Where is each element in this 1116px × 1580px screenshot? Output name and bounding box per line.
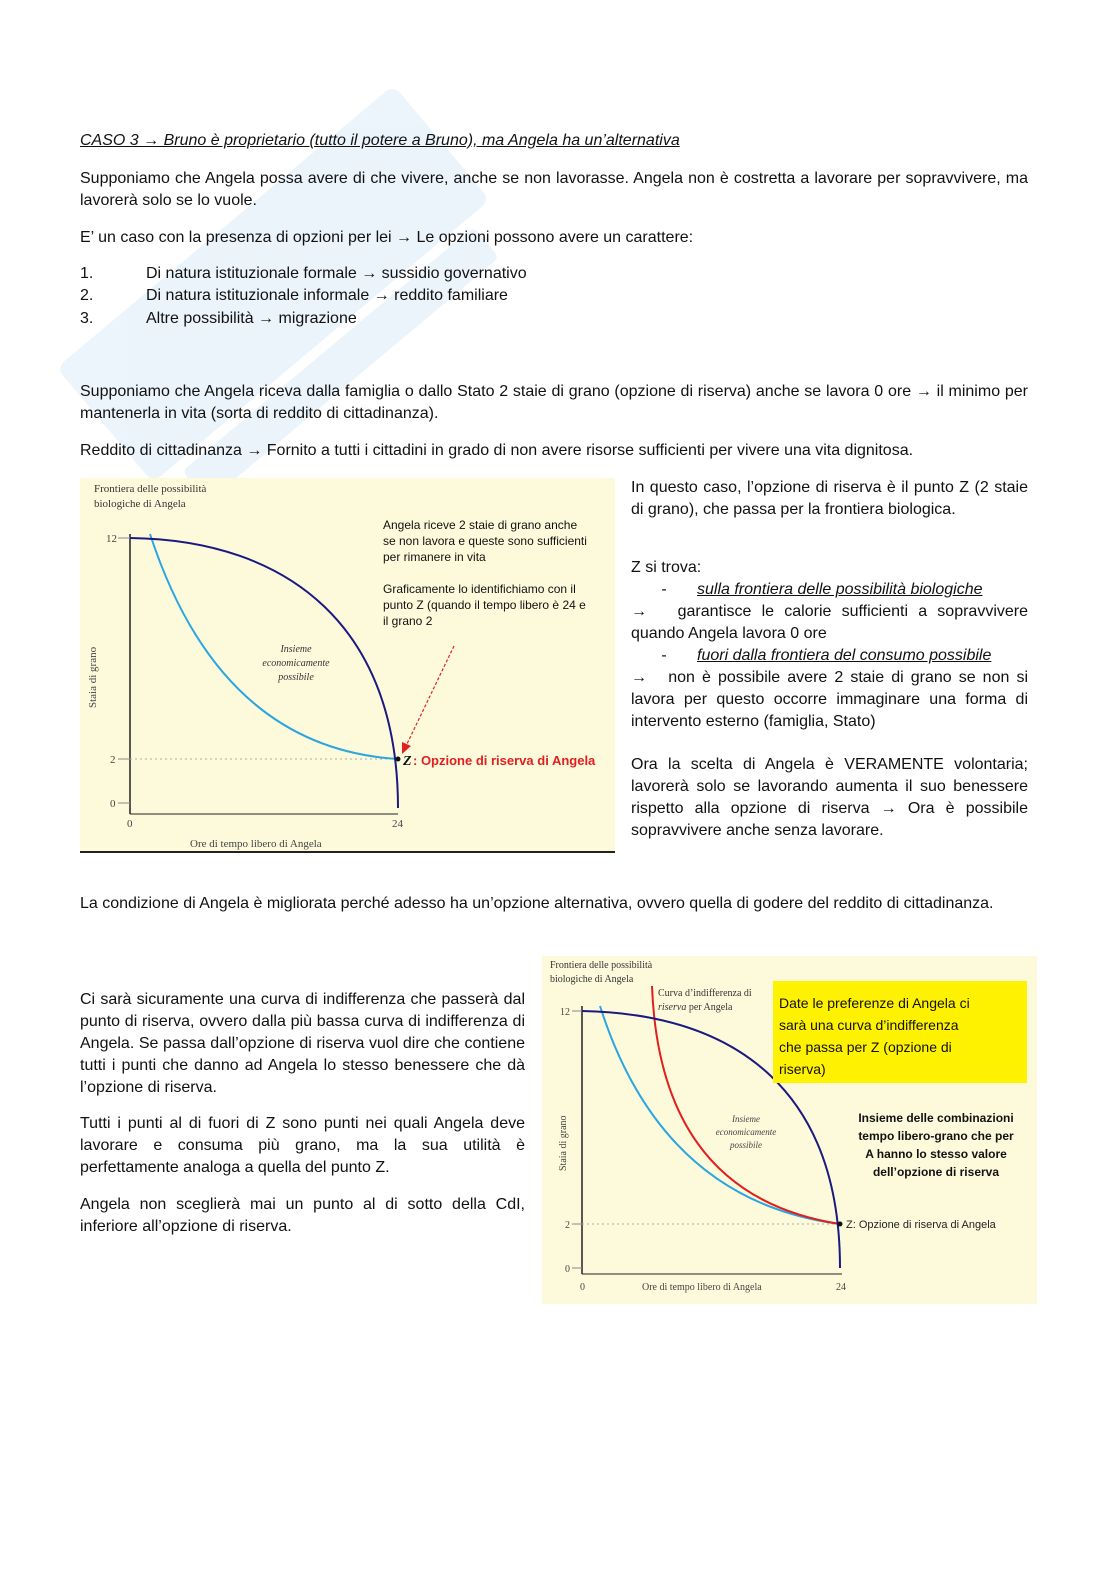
fig2-ytick-label: 0 xyxy=(565,1264,570,1275)
fig2-yellow-text: che passa per Z (opzione di xyxy=(779,1039,952,1055)
list-number: 3. xyxy=(80,310,94,327)
fig1-title-line1: Frontiera delle possibilità xyxy=(94,483,207,495)
figure-indifference-curve-chart xyxy=(542,956,1037,1304)
fig1-region-label: economicamente xyxy=(262,658,330,669)
fig2-title-line1: Frontiera delle possibilità xyxy=(550,960,653,971)
left-col-p1: Ci sarà sicuramente una curva di indifferenza che passerà dal punto di riserva, ovvero dalla più bassa curva di indifferenza di Angela. Se passa dall’opzione di riserva vuol dire che contiene tutti i punti che danno ad Angela lo stesso benessere che dà l’opzione di riserva. xyxy=(80,991,525,1096)
fig2-region-label: possibile xyxy=(729,1140,763,1150)
left-col-p2: Tutti i punti al di fuori di Z sono punti nei quali Angela deve lavorare e consuma più grano, ma la sua utilità è perfettamente analoga a quella del punto Z. xyxy=(80,1115,525,1176)
bullet-dash: - xyxy=(661,581,667,598)
right-col-p1: In questo caso, l’opzione di riserva è il punto Z (2 staie di grano), che passa per la frontiera biologica. xyxy=(631,479,1028,518)
fig2-ytick-label: 12 xyxy=(560,1007,570,1018)
fig2-yellow-text: sarà una curva d’indifferenza xyxy=(779,1017,959,1033)
fig1-x-axis-label: Ore di tempo libero di Angela xyxy=(190,838,322,850)
fig1-feasible-frontier xyxy=(150,534,398,759)
figure-reserve-option-chart xyxy=(80,478,615,853)
right-col-bullet1 xyxy=(631,579,1028,645)
fig1-note: Graficamente lo identifichiamo con il xyxy=(383,582,576,596)
right-col-bullet2 xyxy=(631,645,1028,733)
list-text: Di natura istituzionale informale → reddito familiare xyxy=(146,287,508,304)
fig2-curve-label-line2 xyxy=(658,1002,733,1013)
left-col-p3: Angela non sceglierà mai un punto al di sotto della CdI, inferiore all’opzione di riserva. xyxy=(80,1196,525,1235)
list-text: Altre possibilità → migrazione xyxy=(146,310,357,327)
bullet-arrow: → xyxy=(631,603,647,620)
fig1-note: per rimanere in vita xyxy=(383,550,486,564)
fig1-region-label: possibile xyxy=(278,672,314,683)
fig1-bottom-rule xyxy=(80,851,615,853)
fig2-yellow-text: riserva) xyxy=(779,1061,826,1077)
fig1-note: punto Z (quando il tempo libero è 24 e xyxy=(383,598,586,612)
paragraph-reserve-option: Supponiamo che Angela riceva dalla famiglia o dallo Stato 2 staie di grano (opzione di riserva) anche se lavora 0 ore → il minimo per mantenerla in vita (sorta di reddito di cittadinanza). xyxy=(80,383,1028,422)
fig2-curve-label-rest: per Angela xyxy=(686,1002,733,1013)
fig2-region-label: economicamente xyxy=(715,1127,777,1137)
bullet-arrow: → xyxy=(631,669,647,686)
fig1-ytick-label: 2 xyxy=(110,754,116,766)
fig2-xtick-label: 0 xyxy=(580,1282,585,1293)
list-number: 2. xyxy=(80,287,94,304)
fig2-yellow-text: Date le preferenze di Angela ci xyxy=(779,995,970,1011)
bullet-title: sulla frontiera delle possibilità biologiche xyxy=(697,581,983,598)
fig2-y-axis-label: Staia di grano xyxy=(558,1115,569,1171)
figure2-svg xyxy=(542,956,1037,1304)
fig2-z-label: Z: Opzione di riserva di Angela xyxy=(846,1219,996,1231)
fig1-note: Angela riceve 2 staie di grano anche xyxy=(383,518,578,532)
fig2-curve-label-italic: riserva xyxy=(658,1002,687,1013)
fig1-z-letter: Z xyxy=(403,754,412,769)
bullet-title: fuori dalla frontiera del consumo possibile xyxy=(697,647,992,664)
fig2-x-axis-label: Ore di tempo libero di Angela xyxy=(642,1282,762,1293)
paragraph-options: E’ un caso con la presenza di opzioni per lei → Le opzioni possono avere un carattere: xyxy=(80,229,694,246)
fig2-ytick-label: 2 xyxy=(565,1220,570,1231)
fig2-curve-label: Curva d’indifferenza di xyxy=(658,988,752,999)
fig2-bold-note: tempo libero-grano che per xyxy=(858,1129,1014,1143)
paragraph-basic-income: Reddito di cittadinanza → Fornito a tutti i cittadini in grado di non avere risorse sufficienti per vivere una vita dignitosa. xyxy=(80,442,914,459)
list-number: 1. xyxy=(80,265,94,282)
section-heading: CASO 3 → Bruno è proprietario (tutto il potere a Bruno), ma Angela ha un’alternativa xyxy=(80,132,680,149)
fig1-note: se non lavora e queste sono sufficienti xyxy=(383,534,587,548)
fig1-arrow xyxy=(406,646,454,746)
fig1-ytick-label: 12 xyxy=(106,533,117,545)
fig2-region-label: Insieme xyxy=(732,1114,760,1124)
right-col-p3: Ora la scelta di Angela è VERAMENTE volontaria; lavorerà solo se lavorando aumenta il suo benessere rispetto alla opzione di riserva → Ora è possibile sopravvivere anche senza lavorare. xyxy=(631,756,1028,839)
fig2-bold-note: Insieme delle combinazioni xyxy=(858,1111,1014,1125)
fig1-title-line2: biologiche di Angela xyxy=(94,498,186,510)
fig1-xtick-label: 24 xyxy=(392,818,403,830)
fig1-note: il grano 2 xyxy=(383,614,433,628)
fig1-region-label: Insieme xyxy=(280,644,312,655)
fig1-z-label: : Opzione di riserva di Angela xyxy=(413,753,596,768)
figure1-svg xyxy=(80,478,615,853)
fig2-z-point xyxy=(838,1222,843,1227)
fig1-arrowhead xyxy=(402,742,411,754)
bullet-text: garantisce le calorie sufficienti a sopravvivere quando Angela lavora 0 ore xyxy=(631,603,1028,642)
paragraph-improved-condition: La condizione di Angela è migliorata perché adesso ha un’opzione alternativa, ovvero quella di godere del reddito di cittadinanza. xyxy=(80,895,994,912)
fig2-bold-note: dell’opzione di riserva xyxy=(872,1165,1000,1179)
bullet-text: non è possibile avere 2 staie di grano se non si lavora per questo occorre immaginare una forma di intervento esterno (famiglia, Stato) xyxy=(631,669,1029,730)
fig1-biological-frontier xyxy=(130,538,398,808)
fig2-xtick-label: 24 xyxy=(836,1282,846,1293)
paragraph-intro: Supponiamo che Angela possa avere di che vivere, anche se non lavorasse. Angela non è costretta a lavorare per sopravvivere, ma lavorerà solo se lo vuole. xyxy=(80,170,1028,209)
bullet-dash: - xyxy=(661,647,667,664)
fig1-xtick-label: 0 xyxy=(127,818,133,830)
list-text: Di natura istituzionale formale → sussidio governativo xyxy=(146,265,527,282)
fig1-z-point xyxy=(396,757,401,762)
fig1-y-axis-label: Staia di grano xyxy=(87,646,99,708)
right-col-p2: Z si trova: xyxy=(631,559,702,576)
fig2-title-line2: biologiche di Angela xyxy=(550,974,634,985)
fig2-bold-note: A hanno lo stesso valore xyxy=(865,1147,1007,1161)
fig1-ytick-label: 0 xyxy=(110,798,116,810)
